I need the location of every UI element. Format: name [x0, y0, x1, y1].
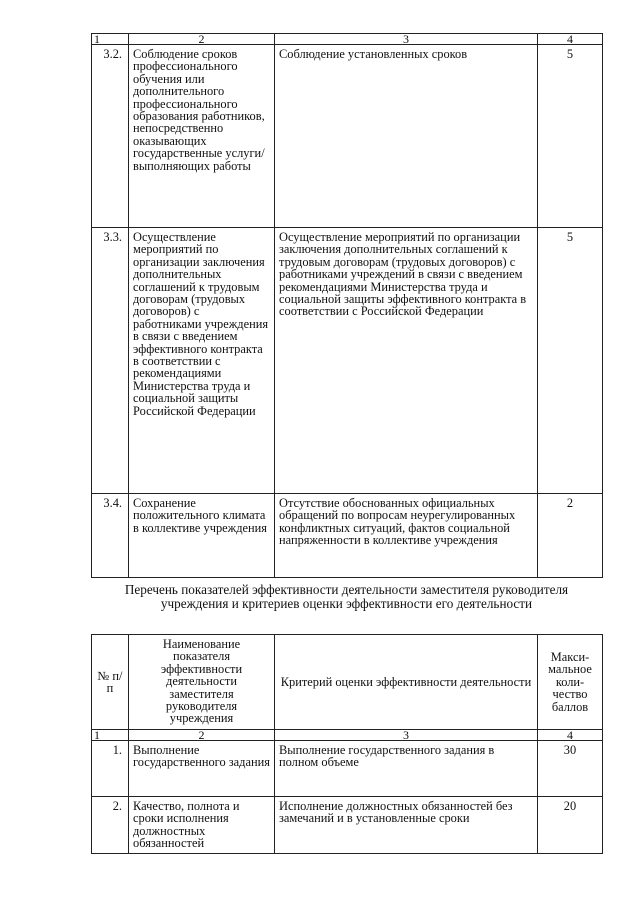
indicator-criterion: Исполнение должностных обязанностей без замечаний и в установленные сроки	[275, 797, 538, 854]
indicator-max-score: 5	[538, 45, 603, 228]
table-header-row	[92, 635, 603, 730]
header-max-score: Макси-мальное коли-чество баллов	[538, 635, 603, 730]
indicator-criterion: Осуществление мероприятий по организации заключения дополнительных соглашений к трудовым договорам (трудовых договоров) с работниками учреждений в связи с введением рекомендациями Министерства труда и социальной защиты эффективного контракта в соответствии с Российской Федерации	[275, 228, 538, 494]
indicator-criterion: Выполнение государственного задания в полном объеме	[275, 741, 538, 797]
indicator-name: Качество, полнота и сроки исполнения должностных обязанностей	[129, 797, 275, 854]
column-index-2: 2	[129, 730, 275, 741]
table-row	[92, 228, 603, 494]
column-index-row	[92, 730, 603, 741]
row-number: 3.4.	[92, 494, 129, 578]
row-number: 3.3.	[92, 228, 129, 494]
column-index-4: 4	[538, 730, 603, 741]
indicators-table-continued	[91, 33, 603, 578]
indicator-name: Осуществление мероприятий по организации заключения дополнительных соглашений к трудовым договорам (трудовых договоров) с работниками учреждения в связи с введением эффективного контракта в соответствии с рекомендациями Министерства труда и социальной защиты Российской Федерации	[129, 228, 275, 494]
section-heading: Перечень показателей эффективности деятельности заместителя руководителя учреждения и критериев оценки эффективности его деятельности	[124, 582, 569, 611]
header-number: № п/п	[92, 635, 129, 730]
indicator-max-score: 20	[538, 797, 603, 854]
header-criterion: Критерий оценки эффективности деятельности	[275, 635, 538, 730]
indicator-name: Выполнение государственного задания	[129, 741, 275, 797]
indicator-max-score: 5	[538, 228, 603, 494]
row-number: 2.	[92, 797, 129, 854]
column-index-1: 1	[92, 730, 129, 741]
column-index-3: 3	[275, 730, 538, 741]
indicator-criterion: Отсутствие обоснованных официальных обращений по вопросам неурегулированных конфликтных ситуаций, фактов социальной напряженности в коллективе учреждения	[275, 494, 538, 578]
table-row	[92, 741, 603, 797]
indicator-max-score: 2	[538, 494, 603, 578]
deputy-indicators-table	[91, 634, 603, 854]
column-index-4: 4	[538, 34, 603, 45]
column-index-row	[92, 34, 603, 45]
column-index-3: 3	[275, 34, 538, 45]
indicator-name: Соблюдение сроков профессионального обучения или дополнительного профессионального образования работников, непосредственно оказывающих государственные услуги/ выполняющих работы	[129, 45, 275, 228]
column-index-1: 1	[92, 34, 129, 45]
row-number: 3.2.	[92, 45, 129, 228]
column-index-2: 2	[129, 34, 275, 45]
indicator-criterion: Соблюдение установленных сроков	[275, 45, 538, 228]
table-row	[92, 45, 603, 228]
table-row	[92, 494, 603, 578]
header-indicator-name: Наименование показателя эффективности деятельности заместителя руководителя учреждения	[129, 635, 275, 730]
indicator-max-score: 30	[538, 741, 603, 797]
row-number: 1.	[92, 741, 129, 797]
indicator-name: Сохранение положительного климата в коллективе учреждения	[129, 494, 275, 578]
table-row	[92, 797, 603, 854]
